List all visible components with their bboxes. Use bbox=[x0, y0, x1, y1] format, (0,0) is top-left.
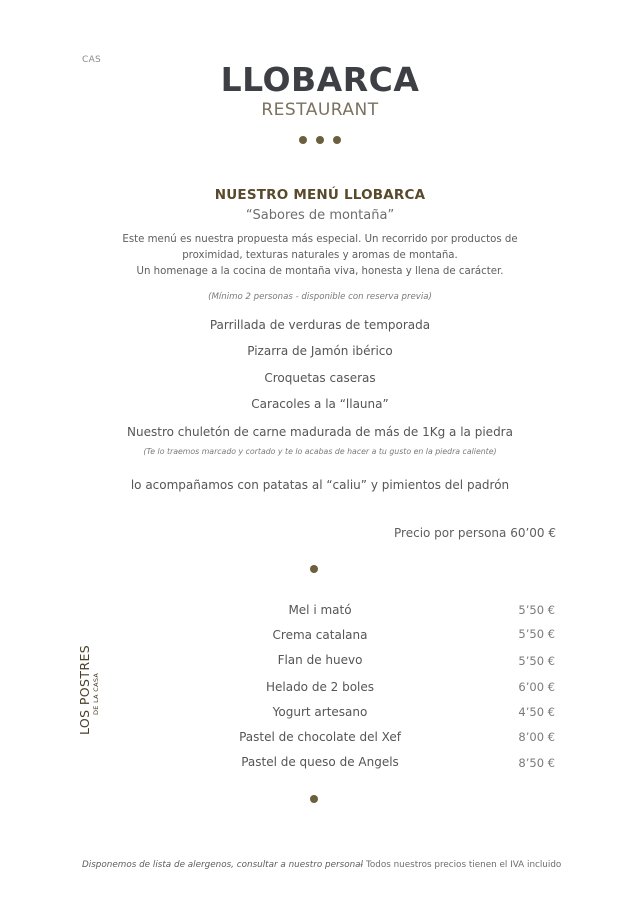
dessert-price: 8’50 € bbox=[518, 756, 555, 770]
dessert-name: Helado de 2 boles bbox=[265, 680, 375, 694]
dot-icon bbox=[310, 565, 318, 573]
desserts-section-label bbox=[78, 645, 101, 735]
menu-price: Precio por persona 60’00 € bbox=[394, 526, 556, 540]
dot-icon bbox=[299, 136, 307, 144]
dot-icon bbox=[316, 136, 324, 144]
dot-icon bbox=[333, 136, 341, 144]
dot-icon bbox=[310, 795, 318, 803]
dish-note: (Te lo traemos marcado y cortado y te lo acabas de hacer a tu gusto en la piedra caliente) bbox=[143, 447, 497, 456]
menu-side: lo acompañamos con patatas al “caliu” y pimientos del padrón bbox=[130, 478, 510, 492]
dish-item: Croquetas caseras bbox=[264, 371, 376, 385]
dish-item: Caracoles a la “llauna” bbox=[251, 397, 389, 411]
description-line: proximidad, texturas naturales y aromas de montaña. bbox=[182, 250, 458, 261]
dessert-name: Pastel de queso de Angels bbox=[241, 755, 399, 769]
dish-item: Parrillada de verduras de temporada bbox=[209, 318, 431, 332]
menu-title: NUESTRO MENÚ LLOBARCA bbox=[214, 187, 426, 203]
dessert-name: Pastel de chocolate del Xef bbox=[239, 730, 401, 744]
decorative-dots bbox=[0, 136, 640, 144]
menu-note: (Mínimo 2 personas - disponible con reserva previa) bbox=[208, 292, 432, 302]
dessert-name: Flan de huevo bbox=[277, 653, 363, 667]
description-line: Un homenage a la cocina de montaña viva, honesta y llena de carácter. bbox=[136, 266, 504, 277]
dish-item: Pizarra de Jamón ibérico bbox=[247, 344, 393, 358]
dish-item: Nuestro chuletón de carne madurada de más de 1Kg a la piedra bbox=[127, 425, 513, 439]
dessert-price: 4’50 € bbox=[518, 705, 555, 719]
allergens-note: Disponemos de lista de alergenos, consultar a nuestro personal bbox=[82, 860, 363, 870]
desserts-title: LOS POSTRES bbox=[77, 644, 92, 735]
desserts-subtitle: DE LA CASA bbox=[92, 672, 100, 715]
dessert-price: 5’50 € bbox=[518, 603, 555, 617]
dessert-name: Mel i mató bbox=[288, 603, 352, 617]
dessert-price: 8’00 € bbox=[518, 730, 555, 744]
dessert-price: 6’00 € bbox=[518, 680, 555, 694]
dessert-price: 5’50 € bbox=[518, 627, 555, 641]
dessert-price: 5’50 € bbox=[518, 654, 555, 668]
restaurant-name: LLOBARCA bbox=[220, 60, 420, 99]
restaurant-subtitle: RESTAURANT bbox=[261, 100, 379, 120]
dessert-name: Yogurt artesano bbox=[272, 705, 368, 719]
description-line: Este menú es nuestra propuesta más especial. Un recorrido por productos de bbox=[122, 234, 518, 245]
vat-note: - Todos nuestros precios tienen el IVA incluido bbox=[360, 860, 562, 870]
dessert-name: Crema catalana bbox=[272, 628, 368, 642]
menu-description bbox=[0, 232, 640, 280]
language-indicator: CAS bbox=[82, 55, 102, 65]
menu-subtitle: “Sabores de montaña” bbox=[245, 208, 395, 223]
